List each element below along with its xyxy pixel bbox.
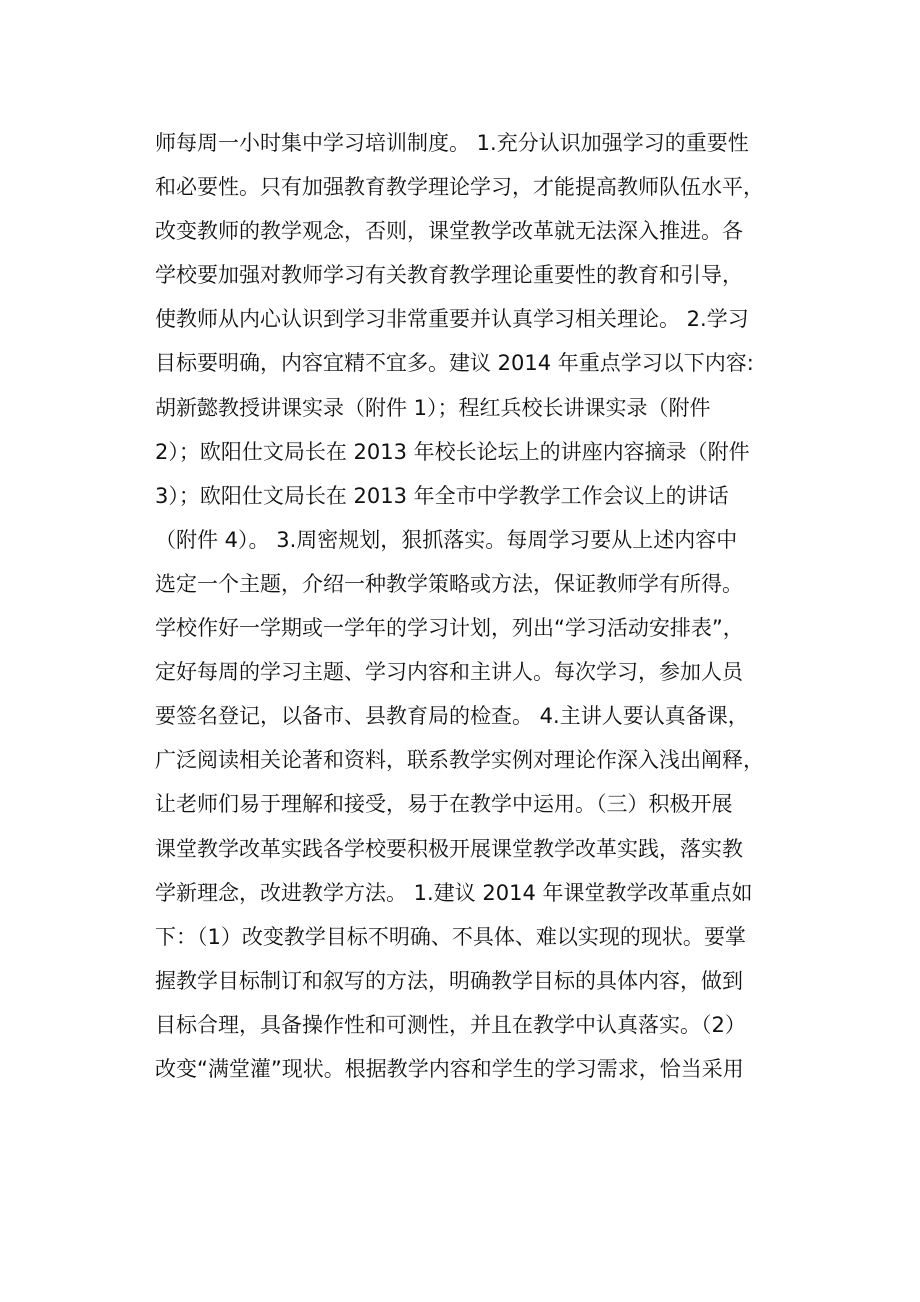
text-line: 让老师们易于理解和接受，易于在教学中运用。（三）积极开展 [155,792,733,817]
text-line: 改变“满堂灌”现状。根据教学内容和学生的学习需求，恰当采用 [155,1056,744,1081]
text-line: 广泛阅读相关论著和资料，联系教学实例对理论作深入浅出阐释， [155,748,764,773]
text-line: （附件 4）。 3.周密规划，狠抓落实。每周学习要从上述内容中 [155,527,738,552]
body-text [155,121,775,1091]
text-line: 目标合理，具备操作性和可测性，并且在教学中认真落实。（2） [155,1012,746,1037]
text-line: 学校要加强对教师学习有关教育教学理论重要性的教育和引导， [155,263,743,288]
text-line: 目标要明确，内容宜精不宜多。建议 2014 年重点学习以下内容: [155,351,754,376]
text-line: 定好每周的学习主题、学习内容和主讲人。每次学习，参加人员 [155,660,743,685]
text-line: 胡新懿教授讲课实录（附件 1）；程红兵校长讲课实录（附件 [155,395,711,420]
text-line: 和必要性。只有加强教育教学理论学习，才能提高教师队伍水平， [155,175,764,200]
text-line: 师每周一小时集中学习培训制度。 1.充分认识加强学习的重要性 [155,131,749,155]
text-line: 使教师从内心认识到学习非常重要并认真学习相关理论。 2.学习 [155,307,749,332]
text-line: 学新理念，改进教学方法。 1.建议 2014 年课堂教学改革重点如 [155,880,753,905]
text-line: 改变教师的教学观念，否则，课堂教学改革就无法深入推进。各 [155,219,743,244]
text-line: 选定一个主题，介绍一种教学策略或方法，保证教师学有所得。 [155,571,743,596]
text-line: 2）；欧阳仕文局长在 2013 年校长论坛上的讲座内容摘录（附件 [155,439,750,464]
text-line: 课堂教学改革实践各学校要积极开展课堂教学改革实践，落实教 [155,836,743,861]
text-line: 要签名登记，以备市、县教育局的检查。 4.主讲人要认真备课， [155,704,749,729]
text-line: 下：（1）改变教学目标不明确、不具体、难以实现的现状。要掌 [155,924,746,949]
text-line: 学校作好一学期或一学年的学习计划，列出“学习活动安排表”， [155,616,744,641]
text-line: 3）；欧阳仕文局长在 2013 年全市中学教学工作会议上的讲话 [155,483,729,508]
text-line: 握教学目标制订和叙写的方法，明确教学目标的具体内容，做到 [155,968,743,993]
